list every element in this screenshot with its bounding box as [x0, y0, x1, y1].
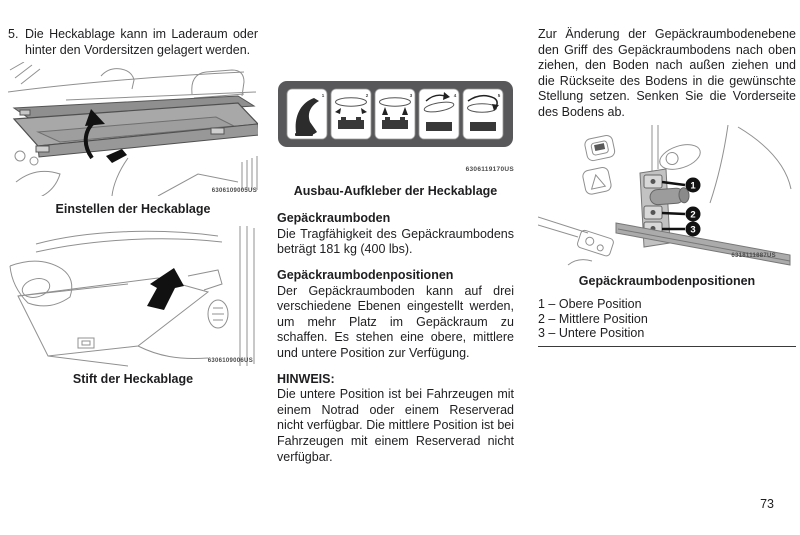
- sticker-step-5: [463, 89, 503, 139]
- legend-divider: [538, 346, 796, 347]
- shelf-clip: [20, 110, 30, 115]
- removal-sticker-illustration: [277, 80, 514, 148]
- svg-text:3: 3: [690, 224, 696, 236]
- sticker-step-2: [331, 89, 371, 139]
- svg-text:1: 1: [321, 93, 325, 98]
- svg-text:2: 2: [365, 93, 369, 98]
- figure1-code: 6306109005US: [211, 188, 257, 195]
- figure2-caption: Stift der Heckablage: [72, 371, 194, 386]
- figure-einstellen-der-heckablage: [8, 62, 258, 218]
- callout-3: [686, 221, 701, 236]
- rear-shelf-adjust-illustration: [8, 62, 258, 196]
- sticker-step-4: [419, 89, 459, 139]
- sticker-step-1: [287, 89, 327, 139]
- vent-glyph: [594, 143, 605, 151]
- para-aenderung: Zur Änderung der Gepäckraumbodenebene den Griff des Gepäckraumbodens nach oben ziehen, den Boden nach außen ziehen und die Rückseite des Bodens in die gewünschte Stellung setzen. Senken Sie die Vorderseite des Bodens ab.: [538, 27, 796, 119]
- sticker-step-3: [375, 89, 415, 139]
- legend-item-3: 3 – Untere Position: [538, 326, 645, 341]
- middle-column: [277, 80, 514, 465]
- figure3-code: 6318111887US: [731, 252, 776, 259]
- shelf-pin-illustration: [8, 226, 258, 368]
- svg-text:2: 2: [690, 209, 696, 221]
- svg-text:4: 4: [453, 93, 457, 98]
- callout-1: [686, 177, 701, 192]
- figure1-caption: Einstellen der Heckablage: [55, 202, 211, 217]
- item-text: Die Heckablage kann im Laderaum oder hinter den Vordersitzen gelagert werden.: [25, 27, 258, 57]
- para-tragfaehigkeit: Die Tragfähigkeit des Gepäckraumbodens beträgt 181 kg (400 lbs).: [277, 226, 514, 257]
- callout-legend: [538, 297, 796, 347]
- sticker-caption: Ausbau-Aufkleber der Heckablage: [293, 183, 498, 198]
- heading-gepaeckraumbodenpositionen: Gepäckraumbodenpositionen: [277, 267, 454, 282]
- figure-gepaeckraumbodenpositionen: [538, 125, 796, 290]
- left-column: [8, 27, 258, 387]
- heading-gepaeckraumboden: Gepäckraumboden: [277, 211, 391, 226]
- callout-2: [686, 206, 701, 221]
- cargo-sketch-lines: [10, 226, 254, 366]
- svg-text:1: 1: [690, 180, 696, 192]
- figure-ausbau-aufkleber: [277, 80, 514, 199]
- svg-text:5: 5: [497, 93, 501, 98]
- shelf-latch-right: [211, 128, 224, 134]
- para-positionen: Der Gepäckraumboden kann auf drei verschiedene Ebenen eingestellt werden, um mehr Platz im Gepäckraum zu schaffen. Es stehen eine obere, mittlere und untere Position zur Verfügung.: [277, 283, 514, 360]
- svg-text:3: 3: [409, 93, 413, 98]
- interior-sketch-lines: [8, 62, 256, 100]
- item-number: 5.: [8, 27, 19, 41]
- right-column: [538, 27, 796, 347]
- figure2-code: 6306109006US: [207, 357, 253, 364]
- pin-arrow-icon: [147, 268, 184, 310]
- figure3-caption: Gepäckraumbodenpositionen: [578, 273, 756, 288]
- legend-item-1: 1 – Obere Position: [538, 297, 642, 312]
- shelf-latch-left: [36, 146, 49, 152]
- numbered-item-5: [8, 27, 258, 58]
- sticker-code: 6306119170US: [465, 166, 514, 173]
- legend-item-2: 2 – Mittlere Position: [538, 311, 648, 326]
- page-number: 73: [760, 497, 774, 511]
- heading-hinweis: HINWEIS:: [277, 371, 335, 386]
- floor-roller: [650, 187, 690, 205]
- para-hinweis: Die untere Position ist bei Fahrzeugen mit einem Notrad oder einem Reserverad nicht verfügbar. Die mittlere Position ist bei Fahrzeugen mit einem Reserverad nicht verfügbar.: [277, 387, 514, 464]
- floor-positions-illustration: [538, 125, 796, 270]
- figure-stift-der-heckablage: [8, 226, 258, 388]
